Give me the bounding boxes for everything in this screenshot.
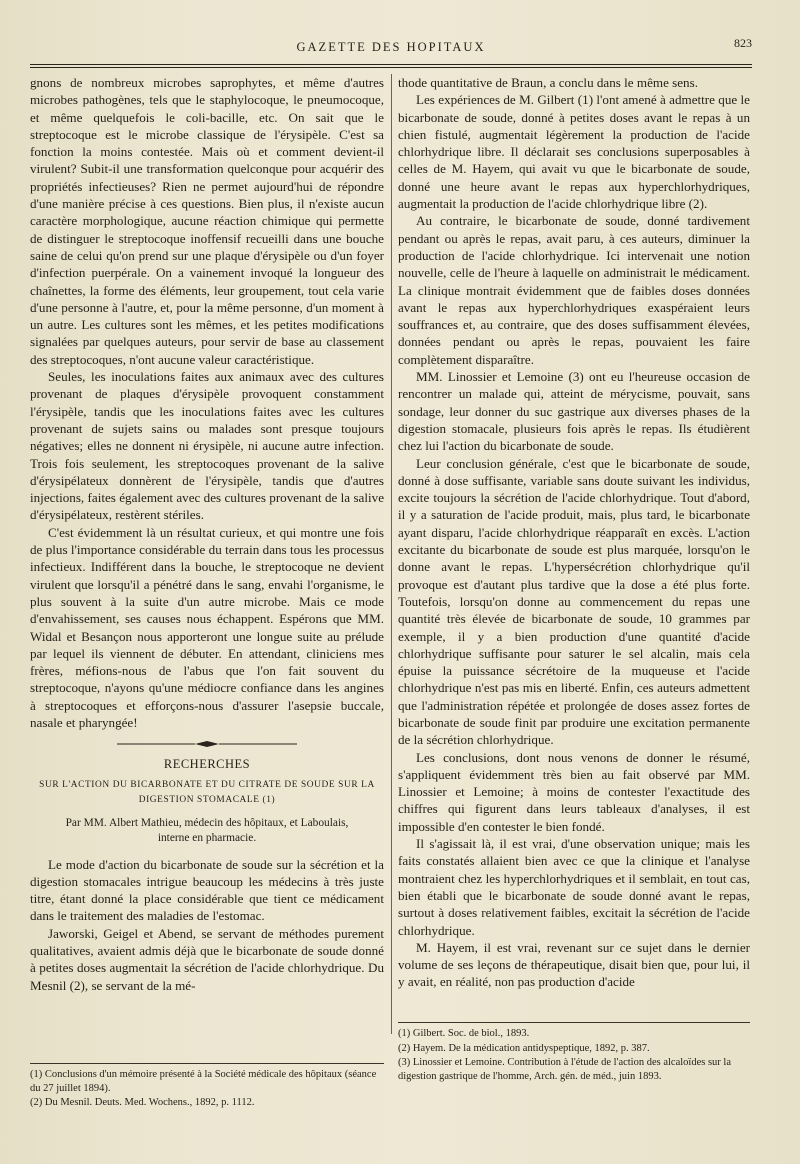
paragraph: C'est évidemment là un résultat curieux, et qui montre une fois de plus l'importance considérable du terrain dans tous les processus infectieux. Indifférent dans la bouche, le streptocoque ne devient virulent que lorsqu'il a pénétré dans le sang, envahi l'organisme, le plus souvent à la suite d'un autre microbe. Mais ce mode d'envahissement, ses causes nous échappent. Espérons que MM. Widal et Besançon nous apporteront une longue suite au prélude par lequel ils viennent de débuter. En attendant, cliniciens mes frères, méfions-nous de l'abus que l'on fait souvent du streptocoque, n'ayons qu'une médiocre confiance dans les angines à streptocoques et efforçons-nous d'assurer l'asepsie buccale, nasale et pharyngée! <box>30 524 384 730</box>
paragraph: Seules, les inoculations faites aux animaux avec des cultures provenant de plaques d'érysipèle provoquent constamment l'érysipèle, tandis que les inoculations faites avec les cultures provenant de sujets sains ou malades sont presque toujours négatives; elles ne donnent ni érysipèle, ni aucune autre infection. Trois fois seulement, les streptocoques provenant de la salive d'érysipélateux donnèrent de l'érysipèle, tandis que d'autres injections, faites également avec des cultures provenant de la salive d'érysipélateux, restèrent stériles. <box>30 369 384 523</box>
paragraph: Leur conclusion générale, c'est que le bicarbonate de soude, donné à dose suffisante, variable sans doute suivant les individus, excite toujours la sécrétion de l'acide chlorhydrique. Tout d'abord, il y a saturation de l'acide produit, mais, plus tard, le bicarbonate ayant disparu, l'acide chlorhydrique réapparaît en excès. L'action excitante du bicarbonate de soude est plus marquée, lorsqu'on le donne avant le repas. L'hypersécrétion chlorhydrique qu'il provoque est d'autant plus tardive que la dose a été plus forte. Toutefois, lorsqu'on donne au commencement du repas une quantité très élevée de bicarbonate de soude, 10 grammes par exemple, il y a bien production d'une quantité d'acide chlorhydrique suffisante pour saturer le sel alcalin, mais cela épuise la puissance sécrétoire de la muqueuse et l'acide chlorhydrique n'est pas mis en liberté. Enfin, ces auteurs admettent que l'administration répétée et prolongée de doses assez fortes de bicarbonate de soude finit par produire une excitation permanente de la sécrétion chlorhydrique. <box>398 455 750 748</box>
header-rule <box>30 64 752 65</box>
paragraph: Au contraire, le bicarbonate de soude, donné tardivement pendant ou après le repas, avait paru, à ces auteurs, diminuer la production de l'acide chlorhydrique. Ici intervenait une notion nouvelle, celle de l'heure à laquelle on administrait le médicament. La clinique montrait évidemment que de faibles doses données avant le repas aux hyperchlorhydriques exaspéraient leurs souffrances et, au contraire, que des doses suffisamment élevées, données pendant ou après le repas, pouvaient les faire complètement disparaître. <box>398 213 750 367</box>
right-column <box>398 74 750 991</box>
page-number: 823 <box>734 36 752 50</box>
footnote: (1) Gilbert. Soc. de biol., 1893. <box>398 1028 530 1039</box>
page-header <box>30 36 752 58</box>
footnotes-right <box>398 1022 750 1084</box>
paragraph: Les conclusions, dont nous venons de donner le résumé, s'appliquent évidemment très bien au fait observé par MM. Linossier et Lemoine; à moins de contester l'exactitude des chiffres qui figurent dans leurs tableaux d'analyses, il est impossible d'en contester le bien fondé. <box>398 749 750 834</box>
paragraph: Jaworski, Geigel et Abend, se servant de méthodes purement qualitatives, avaient admis déjà que le bicarbonate de soude donné à petites doses augmentait la sécrétion de l'acide chlorhydrique. Du Mesnil (2), se servant de la mé- <box>30 925 384 993</box>
header-rule-thin <box>30 67 752 68</box>
column-divider <box>391 74 392 1034</box>
byline-line: Par MM. Albert Mathieu, médecin des hôpitaux, et Laboulais, <box>65 816 349 829</box>
section-title: RECHERCHES <box>163 757 251 772</box>
footnote: (2) Hayem. De la médication antidyspeptique, 1892, p. 387. <box>398 1042 650 1054</box>
paragraph: M. Hayem, il est vrai, revenant sur ce sujet dans le dernier volume de ses leçons de thérapeutique, disait bien que, pour lui, il y avait, en réalité, non pas production d'acide <box>398 939 750 990</box>
left-column <box>30 74 384 994</box>
footnotes-left <box>30 1063 384 1111</box>
byline-line: interne en pharmacie. <box>157 831 257 844</box>
byline <box>30 816 384 846</box>
footnote: (3) Linossier et Lemoine. Contribution à l'étude de l'action des alcaloïdes sur la digestion gastrique de l'homme, Arch. gén. de méd., juin 1893. <box>398 1057 731 1082</box>
footnote: (2) Du Mesnil. Deuts. Med. Wochens., 1892, p. 1112. <box>30 1097 255 1108</box>
paragraph: gnons de nombreux microbes saprophytes, et même d'autres microbes pathogènes, tels que le staphylocoque, le pneumocoque, et même quelquefois le coli-bacille, etc. On sait que le streptocoque est le microbe classique de l'érysipèle. C'est sa fonction la moins contestée. Mais où et comment devient-il virulent? Subit-il une transformation quelconque pour acquérir des propriétés infectieuses? Rien ne permet aujourd'hui de répondre d'une manière précise à ces questions. Bien plus, il n'existe aucun caractère morphologique, aucune réaction chimique qui permette de distinguer le streptocoque inoffensif recueilli dans une bouche saine de celui qu'on prend sur une plaque d'érysipèle ou d'un foyer d'infection puerpérale. On a vainement invoqué la longueur des chaînettes, la forme des éléments, leur groupement, tout cela varie d'une personne à l'autre, et, pour la même personne, d'un moment à un autre. Les cultures sont les mêmes, et les petites modifications signalées par quelques auteurs, pour servir de base au classement des streptocoques, n'ont aucune valeur caractéristique. <box>30 75 384 367</box>
paragraph: Le mode d'action du bicarbonate de soude sur la sécrétion et la digestion stomacales intrigue beaucoup les médecins à très juste titre, étant donné la place considérable que tient ce médicament dans le traitement des maladies de l'estomac. <box>30 856 384 924</box>
ornament-divider <box>117 740 297 748</box>
footnote: (1) Conclusions d'un mémoire présenté à la Société médicale des hôpitaux (séance du 27 juillet 1894). <box>30 1069 377 1094</box>
section-subtitle: SUR L'ACTION DU BICARBONATE ET DU CITRATE DE SOUDE SUR LA DIGESTION STOMACALE (1) <box>39 779 375 805</box>
paragraph: Les expériences de M. Gilbert (1) l'ont amené à admettre que le bicarbonate de soude, donné à petites doses avant le repas à un chien fistulé, augmentait légèrement la production de l'acide chlorhydrique libre. Il déclarait ses conclusions superposables à celles de M. Hayem, qui avait vu que le bicarbonate de soude, donné une heure avant le repas aux hyperchlorhydriques, augmentait la production de l'acide chlorhydrique libre (2). <box>398 92 750 212</box>
paragraph: Il s'agissait là, il est vrai, d'une observation unique; mais les faits constatés allaient bien avec ce que la clinique et l'analyse montraient chez les hyperchlorhydriques et il semblait, en tout cas, bien établi que le bicarbonate de soude donné avant le repas, surtout à doses relativement faibles, excitait la sécrétion de l'acide chlorhydrique. <box>398 836 750 938</box>
paragraph: thode quantitative de Braun, a conclu dans le même sens. <box>398 75 698 90</box>
journal-title: GAZETTE DES HOPITAUX <box>296 40 486 54</box>
paragraph: MM. Linossier et Lemoine (3) ont eu l'heureuse occasion de rencontrer un malade qui, atteint de mérycisme, pouvait, sans sondage, leur donner du suc gastrique aux diverses phases de la digestion stomacale, plusieurs fois après le repas. Ils étudièrent chez lui l'action du bicarbonate de soude. <box>398 369 750 454</box>
